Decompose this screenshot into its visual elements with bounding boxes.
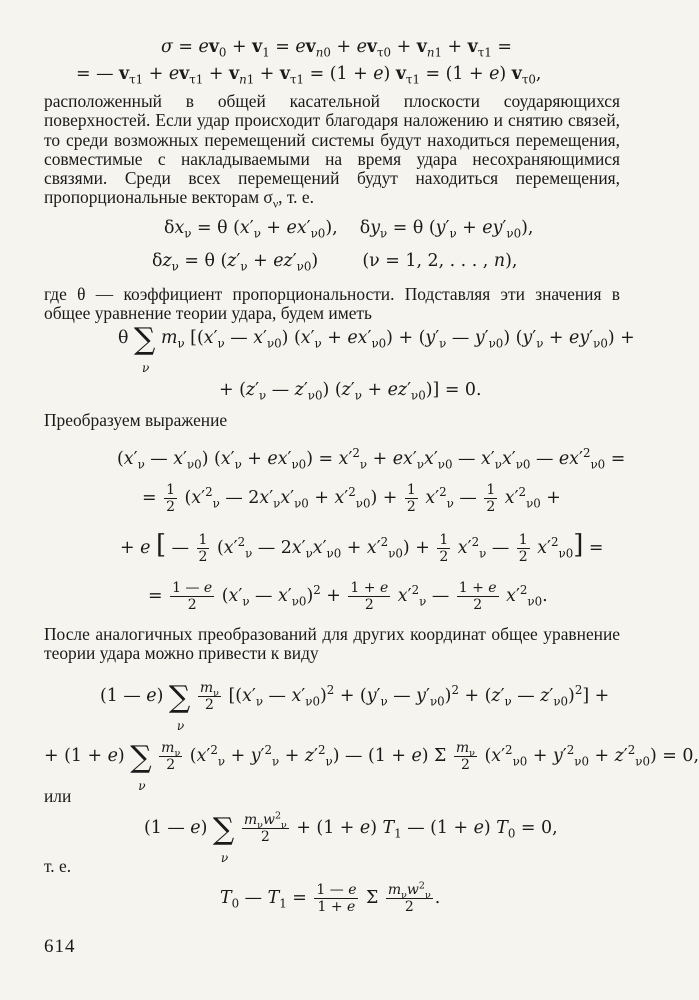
equation-transform-line3: + e [ — $\frac{1}{2}$ ($x'^2_\nu$ — $2x'_\nu x'_{\nu 0} + x'^2_{\nu 0}$) + $\frac{1}{2}$ $x'^2_\nu$ — $\frac{1}{2}$ $x'^2_{\nu 0}$] = (120, 530, 604, 565)
paragraph-transform: Преобразуем выражение (44, 410, 228, 430)
equation-transform-line2: = $\frac{1}{2}$ ($x'^2_\nu$ — $2x'_\nu x'_{\nu 0} + x'^2_{\nu 0}$) + $\frac{1}{2}$ $x'^2_\nu$ — $\frac{1}{2}$ $x'^2_{\nu 0}$ + (142, 482, 561, 515)
equation-transform-line4: = $\frac{1 — e}{2}$ ($x'_\nu$ — $x'_{\nu 0})^2$ + $\frac{1 + e}{2}$ $x'^2_\nu$ — $\frac{1 + e}{2}$ $x'^2_{\nu 0}$. (148, 580, 548, 613)
paragraph-analogous: После аналогичных преобразований для других координат общее уравнение теории удара можно привести к виду (44, 624, 620, 664)
equation-general-sum-line1: θ ∑ ν $m_\nu$ [($x'_\nu$ — $x'_{\nu 0}$) $(x'_\nu + ex'_{\nu 0}) + (y'_\nu$ — $y'_{\nu 0}$) $(y'_\nu + ey'_{\nu 0})$ + (118, 322, 635, 375)
equation-transform-line1: ($x'_\nu$ — $x'_{\nu 0}$) $(x'_\nu + ex'_{\nu 0}) = x'^2_\nu + ex'_\nu x'_{\nu 0}$ — $x'_\nu x'_{\nu 0}$ — $ex'^2_{\nu 0}$ = (117, 446, 626, 472)
equation-impact-line1: (1 — e) ∑ ν $\frac{m_\nu}{2}$ [($x'_\nu$ — $x'_{\nu 0})^2 + (y'_\nu$ — $y'_{\nu 0})^2 + (z'_\nu$ — $z'_{\nu 0})^2$] + (100, 680, 610, 733)
page-number: 614 (44, 936, 76, 957)
word-or: или (44, 786, 72, 806)
equation-delta-xy: $\delta x_\nu = \theta$ $(x'_\nu + ex'_{\nu 0})$, $\delta y_\nu = \theta$ $(y'_\nu + ey'_{\nu 0})$, (164, 218, 534, 241)
equation-impact-line2: + (1 + e) ∑ ν $\frac{m_\nu}{2}$ $(x'^2_\nu + y'^2_\nu + z'^2_\nu)$ — (1 + e) Σ $\frac{m_\nu}{2}$ $(x'^2_{\nu 0} + y'^2_{\nu 0} + z'^2_{\nu 0}) = 0$, (44, 740, 699, 793)
paragraph-constraints: расположенный в общей касательной плоскости соударяющихся поверхностей. Если удар происходит благодаря наложению и снятию связей, то среди возможных перемещений системы будут находиться перемещения, совместимые с накладываемыми на время удара несохраняющимися связями. Среди всех перемещений будут находиться перемещения, пропорциональные векторам $\sigma_\nu$, т. е. (44, 91, 620, 211)
equation-delta-z: $\delta z_\nu = \theta$ $(z'_\nu + ez'_{\nu 0})$ (ν = 1, 2, . . . , n), (152, 251, 518, 274)
paragraph-theta: где θ — коэффициент пропорциональности. Подставляя эти значения в общее уравнение теории удара, будем иметь (44, 284, 620, 324)
paragraph-constraints-text: расположенный в общей касательной плоскости соударяющихся поверхностей. Если удар происходит благодаря наложению и снятию связей, то среди возможных перемещений системы будут находиться перемещения, совместимые с накладываемыми на время удара несохраняющимися связями. Среди всех перемещений будут находиться перемещения, пропорциональные векторам σ (44, 91, 620, 208)
equation-energy: (1 — e) ∑ ν $\frac{m_\nu w^2_\nu}{2}$ + (1 + e) $T_1$ — (1 + e) $T_0 = 0$, (144, 810, 558, 865)
equation-general-sum-line2: + ($z'_\nu$ — $z'_{\nu 0}$) $(z'_\nu + ez'_{\nu 0})] = 0$. (219, 380, 482, 403)
equation-sigma-line1: $\sigma = ev_0 + v_1 = ev_{n0} + ev_{\tau 0} + v_{n1} + v_{\tau 1}$ = (161, 37, 512, 60)
paragraph-constraints-end: , т. е. (278, 187, 314, 208)
equation-sigma-line2: = — $v_{\tau 1} + ev_{\tau 1} + v_{n1} + v_{\tau 1} = (1 + e) v_{\tau 1} = (1 + e)$ $v_{\tau 0}$, (76, 64, 542, 87)
word-ie: т. е. (44, 856, 72, 876)
equation-energy-loss: $T_0$ — $T_1$ = $\frac{1 — e}{1 + e}$ Σ $\frac{m_\nu w^2_\nu}{2}$ . (220, 880, 441, 915)
